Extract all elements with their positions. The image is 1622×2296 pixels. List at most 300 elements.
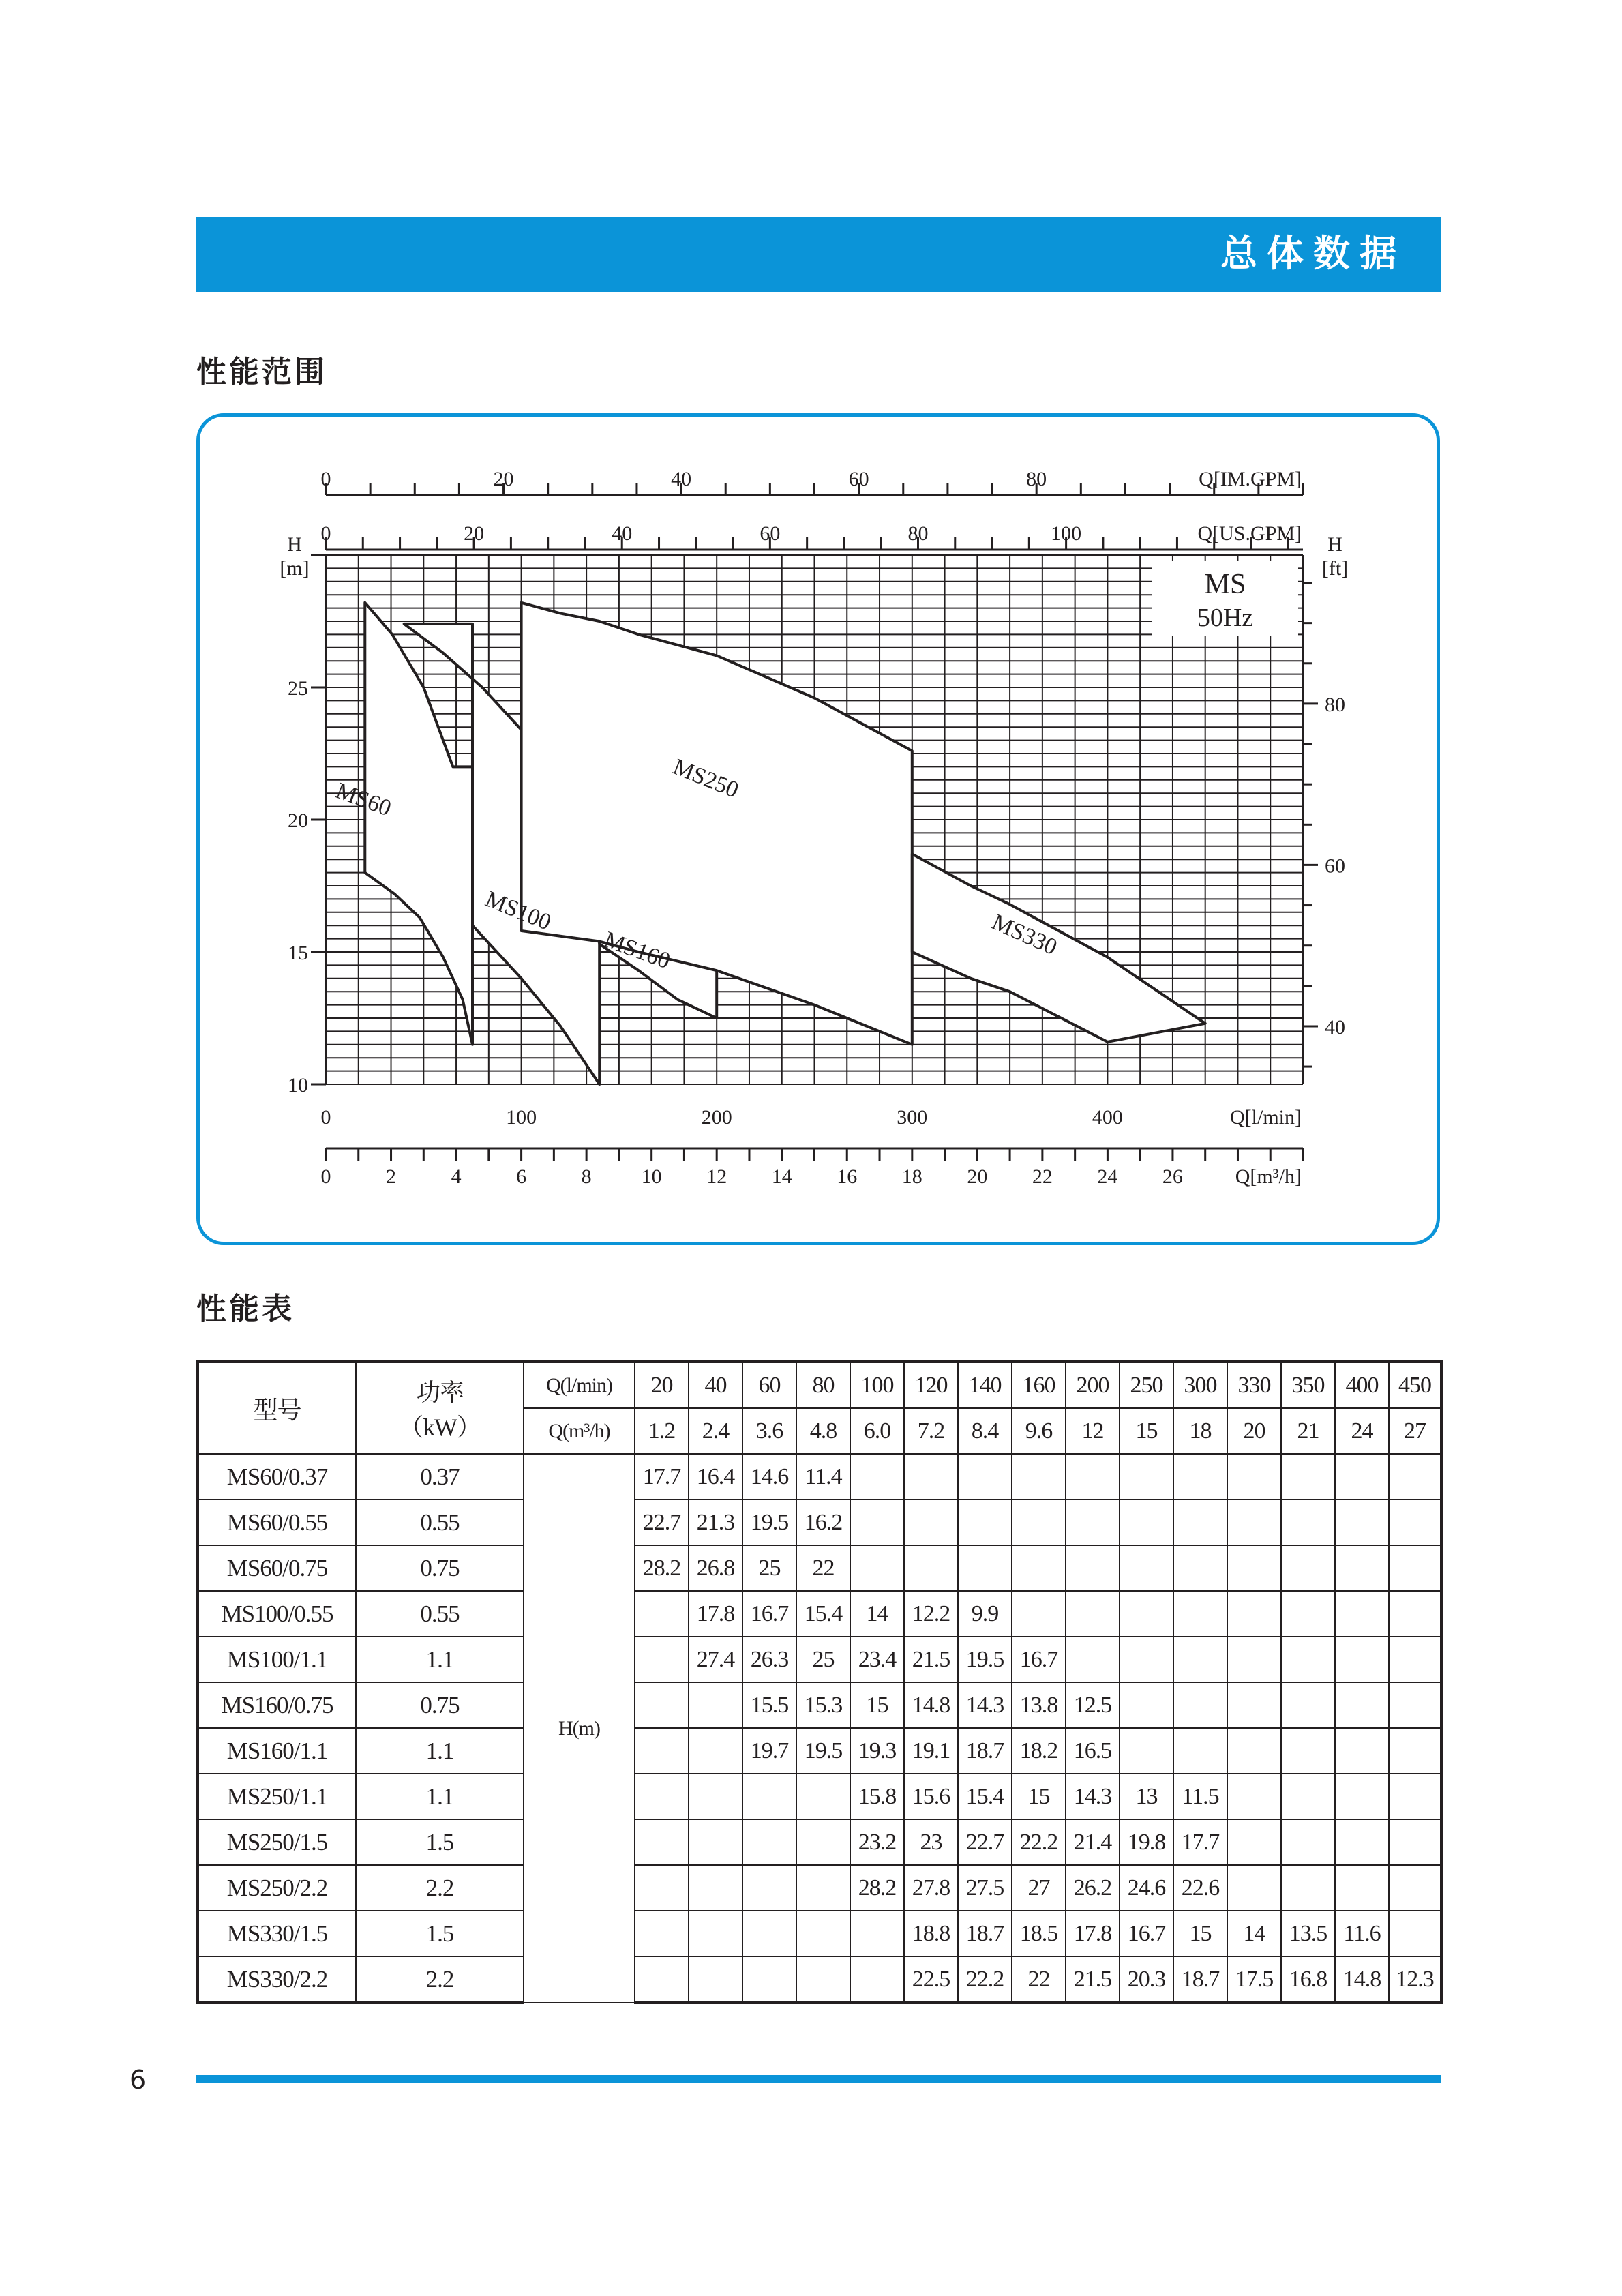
head-value-cell	[796, 1911, 850, 1956]
table-row	[198, 1500, 1441, 1545]
tick-label-hm: 20	[288, 809, 308, 832]
series-area-ms330	[912, 854, 1205, 1042]
head-value-cell: 19.5	[742, 1500, 796, 1545]
head-value-cell	[1335, 1819, 1389, 1865]
q-lmin-value: 100	[850, 1362, 904, 1408]
q-m3h-value: 9.6	[1012, 1408, 1066, 1454]
q-m3h-value: 20	[1227, 1408, 1281, 1454]
head-value-cell: 16.4	[689, 1454, 742, 1500]
head-value-cell	[1281, 1637, 1335, 1682]
tick-label-usgpm: 80	[907, 522, 929, 545]
head-value-cell	[1227, 1591, 1281, 1637]
head-value-cell	[1281, 1728, 1335, 1774]
head-value-cell	[1227, 1865, 1281, 1911]
q-m3h-value: 12	[1066, 1408, 1120, 1454]
head-value-cell	[689, 1682, 742, 1728]
axis-label-h-left: H	[287, 533, 302, 556]
q-lmin-value: 250	[1120, 1362, 1173, 1408]
head-value-cell	[1389, 1500, 1441, 1545]
head-value-cell	[1281, 1682, 1335, 1728]
head-value-cell: 11.4	[796, 1454, 850, 1500]
tick-label-m3h: 14	[771, 1165, 792, 1188]
head-value-cell: 20.3	[1120, 1956, 1173, 2003]
head-value-cell: 22.7	[958, 1819, 1012, 1865]
head-value-cell: 19.3	[850, 1728, 904, 1774]
table-row	[198, 1819, 1441, 1865]
tick-label-imgpm: 40	[671, 468, 692, 490]
tick-label-lmin: 0	[320, 1106, 331, 1129]
axis-label-h-right: H	[1327, 533, 1342, 556]
head-value-cell	[904, 1545, 958, 1591]
footer-rule	[196, 2075, 1441, 2083]
head-value-cell	[1066, 1454, 1120, 1500]
head-value-cell	[1389, 1819, 1441, 1865]
head-value-cell: 28.2	[850, 1865, 904, 1911]
head-value-cell	[635, 1682, 689, 1728]
head-value-cell	[1389, 1682, 1441, 1728]
head-value-cell: 21.3	[689, 1500, 742, 1545]
head-value-cell: 26.8	[689, 1545, 742, 1591]
q-lmin-value: 80	[796, 1362, 850, 1408]
head-value-cell: 18.5	[1012, 1911, 1066, 1956]
head-value-cell	[1066, 1500, 1120, 1545]
q-lmin-value: 20	[635, 1362, 689, 1408]
model-cell: MS250/1.1	[198, 1774, 356, 1819]
power-cell: 0.37	[356, 1454, 524, 1500]
tick-label-imgpm: 80	[1026, 468, 1047, 490]
head-value-cell: 14.8	[904, 1682, 958, 1728]
tick-label-m3h: 18	[901, 1165, 922, 1188]
head-value-cell	[850, 1545, 904, 1591]
q-lmin-value: 330	[1227, 1362, 1281, 1408]
head-value-cell: 16.7	[1120, 1911, 1173, 1956]
model-cell: MS250/1.5	[198, 1819, 356, 1865]
head-value-cell: 17.7	[635, 1454, 689, 1500]
tick-label-usgpm: 40	[612, 522, 633, 545]
head-value-cell: 14.3	[958, 1682, 1012, 1728]
head-value-cell: 24.6	[1120, 1865, 1173, 1911]
head-value-cell	[742, 1911, 796, 1956]
head-value-cell	[1335, 1728, 1389, 1774]
model-header: 型号	[198, 1362, 356, 1454]
head-value-cell: 12.2	[904, 1591, 958, 1637]
head-value-cell	[850, 1500, 904, 1545]
tick-label-lmin: 100	[506, 1106, 537, 1129]
legend-subtitle: 50Hz	[1197, 603, 1254, 632]
head-value-cell: 15.4	[958, 1774, 1012, 1819]
head-value-cell	[742, 1819, 796, 1865]
head-value-cell: 11.6	[1335, 1911, 1389, 1956]
head-value-cell	[1120, 1637, 1173, 1682]
power-cell: 1.1	[356, 1728, 524, 1774]
head-value-cell	[635, 1637, 689, 1682]
head-value-cell: 13	[1120, 1774, 1173, 1819]
axis-label-imgpm: Q[IM.GPM]	[1199, 468, 1302, 490]
tick-label-hm: 15	[288, 942, 308, 964]
power-cell: 0.55	[356, 1591, 524, 1637]
head-value-cell	[1389, 1637, 1441, 1682]
power-cell: 2.2	[356, 1865, 524, 1911]
power-cell: 1.5	[356, 1819, 524, 1865]
q-lmin-value: 160	[1012, 1362, 1066, 1408]
tick-label-m3h: 26	[1162, 1165, 1183, 1188]
model-cell: MS160/0.75	[198, 1682, 356, 1728]
head-value-cell: 15	[850, 1682, 904, 1728]
head-value-cell	[635, 1591, 689, 1637]
head-value-cell	[1227, 1500, 1281, 1545]
head-value-cell: 19.1	[904, 1728, 958, 1774]
power-cell: 1.5	[356, 1911, 524, 1956]
page-number: 6	[130, 2065, 147, 2095]
page-header-title: 总体数据	[1220, 232, 1406, 275]
head-value-cell	[635, 1956, 689, 2003]
head-value-cell: 15	[1173, 1911, 1227, 1956]
head-value-cell: 13.5	[1281, 1911, 1335, 1956]
head-value-cell: 27.8	[904, 1865, 958, 1911]
head-value-cell	[1120, 1682, 1173, 1728]
head-value-cell: 22.7	[635, 1500, 689, 1545]
head-value-cell	[796, 1774, 850, 1819]
q-lmin-value: 200	[1066, 1362, 1120, 1408]
head-value-cell	[1120, 1728, 1173, 1774]
head-value-cell: 26.3	[742, 1637, 796, 1682]
head-value-cell	[796, 1956, 850, 2003]
power-header-cell	[356, 1362, 524, 1454]
table-row	[198, 1591, 1441, 1637]
head-value-cell: 21.4	[1066, 1819, 1120, 1865]
model-cell: MS60/0.37	[198, 1454, 356, 1500]
power-cell: 1.1	[356, 1637, 524, 1682]
head-value-cell: 22	[796, 1545, 850, 1591]
head-value-cell	[1281, 1591, 1335, 1637]
head-value-cell	[742, 1774, 796, 1819]
q-lmin-value: 120	[904, 1362, 958, 1408]
axis-label-usgpm: Q[US.GPM]	[1197, 522, 1302, 545]
head-value-cell: 27.4	[689, 1637, 742, 1682]
tick-label-m3h: 16	[837, 1165, 858, 1188]
head-value-cell	[1281, 1454, 1335, 1500]
head-value-cell	[850, 1911, 904, 1956]
tick-label-lmin: 400	[1092, 1106, 1123, 1129]
head-value-cell	[904, 1500, 958, 1545]
q-m3h-value: 18	[1173, 1408, 1227, 1454]
tick-label-hft: 60	[1325, 854, 1345, 878]
tick-label-m3h: 10	[641, 1165, 662, 1188]
head-value-cell	[1335, 1637, 1389, 1682]
table-row	[198, 1637, 1441, 1682]
tick-label-m3h: 22	[1032, 1165, 1053, 1188]
head-value-cell: 15.3	[796, 1682, 850, 1728]
q-lmin-value: 350	[1281, 1362, 1335, 1408]
head-value-cell	[850, 1956, 904, 2003]
table-row	[198, 1911, 1441, 1956]
head-value-cell	[1173, 1728, 1227, 1774]
head-value-cell	[1335, 1545, 1389, 1591]
head-value-cell	[1335, 1500, 1389, 1545]
head-value-cell: 17.8	[689, 1591, 742, 1637]
q-lmin-value: 300	[1173, 1362, 1227, 1408]
head-value-cell: 15	[1012, 1774, 1066, 1819]
head-value-cell	[742, 1956, 796, 2003]
model-cell: MS330/2.2	[198, 1956, 356, 2003]
head-value-cell	[689, 1774, 742, 1819]
head-value-cell: 18.2	[1012, 1728, 1066, 1774]
power-cell: 0.75	[356, 1545, 524, 1591]
head-value-cell: 17.5	[1227, 1956, 1281, 2003]
q-m3h-value: 24	[1335, 1408, 1389, 1454]
head-value-cell	[850, 1454, 904, 1500]
head-value-cell	[1281, 1545, 1335, 1591]
head-value-cell	[1173, 1637, 1227, 1682]
q-m3h-value: 4.8	[796, 1408, 850, 1454]
head-value-cell: 27.5	[958, 1865, 1012, 1911]
head-value-cell: 28.2	[635, 1545, 689, 1591]
head-value-cell: 18.7	[958, 1911, 1012, 1956]
q-lmin-value: 40	[689, 1362, 742, 1408]
series-label-ms250: MS250	[669, 754, 742, 803]
head-value-cell: 16.7	[1012, 1637, 1066, 1682]
head-value-cell: 23.4	[850, 1637, 904, 1682]
power-unit: （kW）	[399, 1414, 481, 1441]
head-value-cell	[689, 1956, 742, 2003]
table-row	[198, 1774, 1441, 1819]
head-value-cell: 22.6	[1173, 1865, 1227, 1911]
head-value-cell	[689, 1728, 742, 1774]
q-m3h-value: 6.0	[850, 1408, 904, 1454]
tick-label-lmin: 200	[701, 1106, 732, 1129]
head-value-cell: 22.5	[904, 1956, 958, 2003]
model-cell: MS250/2.2	[198, 1865, 356, 1911]
head-value-cell	[1227, 1819, 1281, 1865]
q-m3h-value: 8.4	[958, 1408, 1012, 1454]
tick-label-lmin: 300	[897, 1106, 928, 1129]
head-value-cell: 21.5	[1066, 1956, 1120, 2003]
head-value-cell	[1227, 1637, 1281, 1682]
q-m3h-value: 2.4	[689, 1408, 742, 1454]
head-value-cell	[1389, 1774, 1441, 1819]
head-value-cell: 18.7	[958, 1728, 1012, 1774]
head-value-cell	[635, 1728, 689, 1774]
head-label-cell: H(m)	[524, 1454, 635, 2003]
head-value-cell	[1066, 1637, 1120, 1682]
head-value-cell	[1389, 1728, 1441, 1774]
head-value-cell	[635, 1865, 689, 1911]
head-value-cell: 22.2	[1012, 1819, 1066, 1865]
tick-label-usgpm: 60	[760, 522, 781, 545]
head-value-cell	[1389, 1454, 1441, 1500]
table-row	[198, 1865, 1441, 1911]
tick-label-m3h: 8	[581, 1165, 592, 1188]
chart-areas	[365, 603, 1205, 1084]
head-value-cell	[1066, 1591, 1120, 1637]
head-value-cell: 15.4	[796, 1591, 850, 1637]
tick-label-m3h: 2	[386, 1165, 397, 1188]
q-m3h-value: 3.6	[742, 1408, 796, 1454]
axis-label-lmin: Q[l/min]	[1230, 1106, 1302, 1129]
tick-label-hm: 10	[288, 1074, 308, 1097]
q-lmin-value: 140	[958, 1362, 1012, 1408]
table-row	[198, 1682, 1441, 1728]
head-value-cell	[1120, 1545, 1173, 1591]
head-value-cell	[1173, 1591, 1227, 1637]
tick-label-m3h: 6	[516, 1165, 527, 1188]
q-m3h-value: 27	[1389, 1408, 1441, 1454]
power-cell: 2.2	[356, 1956, 524, 2003]
head-value-cell: 19.5	[796, 1728, 850, 1774]
q-lmin-value: 450	[1389, 1362, 1441, 1408]
section-title-performance-range: 性能范围	[196, 355, 327, 389]
head-value-cell: 14	[850, 1591, 904, 1637]
head-value-cell	[1281, 1500, 1335, 1545]
table-row	[198, 1728, 1441, 1774]
axis-unit-h-left: [m]	[280, 557, 310, 580]
series-label-ms100: MS100	[481, 886, 555, 936]
head-value-cell	[958, 1545, 1012, 1591]
tick-label-hft: 40	[1325, 1015, 1345, 1039]
head-value-cell	[1120, 1500, 1173, 1545]
head-value-cell	[689, 1911, 742, 1956]
q-m3h-value: 7.2	[904, 1408, 958, 1454]
head-value-cell	[1173, 1682, 1227, 1728]
head-value-cell	[1335, 1454, 1389, 1500]
series-label-ms330: MS330	[988, 909, 1061, 961]
head-value-cell	[1120, 1591, 1173, 1637]
head-value-cell: 21.5	[904, 1637, 958, 1682]
head-value-cell: 26.2	[1066, 1865, 1120, 1911]
table-header-row-flow-lmin	[198, 1362, 1441, 1408]
tick-label-m3h: 12	[706, 1165, 727, 1188]
tick-label-imgpm: 0	[320, 468, 331, 490]
power-cell: 0.75	[356, 1682, 524, 1728]
head-value-cell: 16.2	[796, 1500, 850, 1545]
head-value-cell	[1173, 1454, 1227, 1500]
head-value-cell	[796, 1865, 850, 1911]
head-value-cell: 22	[1012, 1956, 1066, 2003]
head-value-cell	[1012, 1500, 1066, 1545]
model-cell: MS60/0.55	[198, 1500, 356, 1545]
head-value-cell: 14	[1227, 1911, 1281, 1956]
head-value-cell	[1389, 1545, 1441, 1591]
q-m3h-value: 1.2	[635, 1408, 689, 1454]
head-value-cell	[635, 1911, 689, 1956]
head-value-cell: 23.2	[850, 1819, 904, 1865]
head-value-cell	[1173, 1545, 1227, 1591]
head-value-cell: 23	[904, 1819, 958, 1865]
tick-label-usgpm: 100	[1051, 522, 1082, 545]
head-value-cell: 17.7	[1173, 1819, 1227, 1865]
power-cell: 0.55	[356, 1500, 524, 1545]
head-value-cell: 16.5	[1066, 1728, 1120, 1774]
head-value-cell: 17.8	[1066, 1911, 1120, 1956]
q-lmin-value: 400	[1335, 1362, 1389, 1408]
head-value-cell: 19.7	[742, 1728, 796, 1774]
head-value-cell: 18.8	[904, 1911, 958, 1956]
head-value-cell	[1227, 1454, 1281, 1500]
q-m3h-value: 15	[1120, 1408, 1173, 1454]
tick-label-m3h: 0	[320, 1165, 331, 1188]
head-value-cell	[635, 1774, 689, 1819]
head-value-cell	[1227, 1774, 1281, 1819]
head-value-cell	[1012, 1591, 1066, 1637]
head-value-cell	[1335, 1865, 1389, 1911]
model-cell: MS100/0.55	[198, 1591, 356, 1637]
head-value-cell	[958, 1454, 1012, 1500]
q-lmin-label: Q(l/min)	[524, 1362, 635, 1408]
head-value-cell: 13.8	[1012, 1682, 1066, 1728]
head-value-cell	[1389, 1591, 1441, 1637]
model-cell: MS160/1.1	[198, 1728, 356, 1774]
head-value-cell	[689, 1819, 742, 1865]
model-cell: MS330/1.5	[198, 1911, 356, 1956]
head-value-cell: 15.6	[904, 1774, 958, 1819]
q-lmin-value: 60	[742, 1362, 796, 1408]
head-value-cell	[1012, 1454, 1066, 1500]
axis-label-m3h: Q[m³/h]	[1235, 1165, 1302, 1188]
head-value-cell: 19.8	[1120, 1819, 1173, 1865]
head-value-cell	[1335, 1591, 1389, 1637]
tick-label-usgpm: 20	[464, 522, 485, 545]
head-value-cell: 12.3	[1389, 1956, 1441, 2003]
head-value-cell	[1281, 1819, 1335, 1865]
head-value-cell: 19.5	[958, 1637, 1012, 1682]
head-value-cell	[904, 1454, 958, 1500]
head-value-cell: 9.9	[958, 1591, 1012, 1637]
head-value-cell: 11.5	[1173, 1774, 1227, 1819]
model-cell: MS100/1.1	[198, 1637, 356, 1682]
head-value-cell	[742, 1865, 796, 1911]
head-value-cell	[1227, 1545, 1281, 1591]
head-value-cell	[1281, 1774, 1335, 1819]
table-row	[198, 1956, 1441, 2003]
tick-label-imgpm: 20	[493, 468, 514, 490]
tick-label-m3h: 4	[451, 1165, 462, 1188]
power-cell: 1.1	[356, 1774, 524, 1819]
table-row	[198, 1454, 1441, 1500]
head-value-cell: 18.7	[1173, 1956, 1227, 2003]
model-cell: MS60/0.75	[198, 1545, 356, 1591]
head-value-cell	[1389, 1865, 1441, 1911]
head-value-cell: 15.5	[742, 1682, 796, 1728]
head-value-cell: 14.3	[1066, 1774, 1120, 1819]
axis-unit-h-right: [ft]	[1321, 557, 1349, 580]
q-m3h-label: Q(m³/h)	[524, 1408, 635, 1454]
head-value-cell	[689, 1865, 742, 1911]
head-value-cell: 16.7	[742, 1591, 796, 1637]
head-value-cell: 27	[1012, 1865, 1066, 1911]
head-value-cell	[1335, 1774, 1389, 1819]
performance-table	[196, 1360, 1443, 2004]
head-value-cell	[796, 1819, 850, 1865]
head-value-cell: 16.8	[1281, 1956, 1335, 2003]
section-title-performance-table: 性能表	[196, 1292, 295, 1326]
head-value-cell: 25	[796, 1637, 850, 1682]
head-value-cell	[958, 1500, 1012, 1545]
head-value-cell	[1173, 1500, 1227, 1545]
tick-label-m3h: 24	[1097, 1165, 1118, 1188]
head-value-cell	[1281, 1865, 1335, 1911]
head-value-cell: 14.8	[1335, 1956, 1389, 2003]
head-value-cell: 12.5	[1066, 1682, 1120, 1728]
head-value-cell: 15.8	[850, 1774, 904, 1819]
q-m3h-value: 21	[1281, 1408, 1335, 1454]
head-value-cell: 25	[742, 1545, 796, 1591]
table-row	[198, 1545, 1441, 1591]
tick-label-usgpm: 0	[320, 522, 331, 545]
head-value-cell	[1389, 1911, 1441, 1956]
series-label-ms60: MS60	[332, 778, 395, 822]
tick-label-hm: 25	[288, 677, 308, 700]
series-label-ms160: MS160	[601, 927, 674, 974]
